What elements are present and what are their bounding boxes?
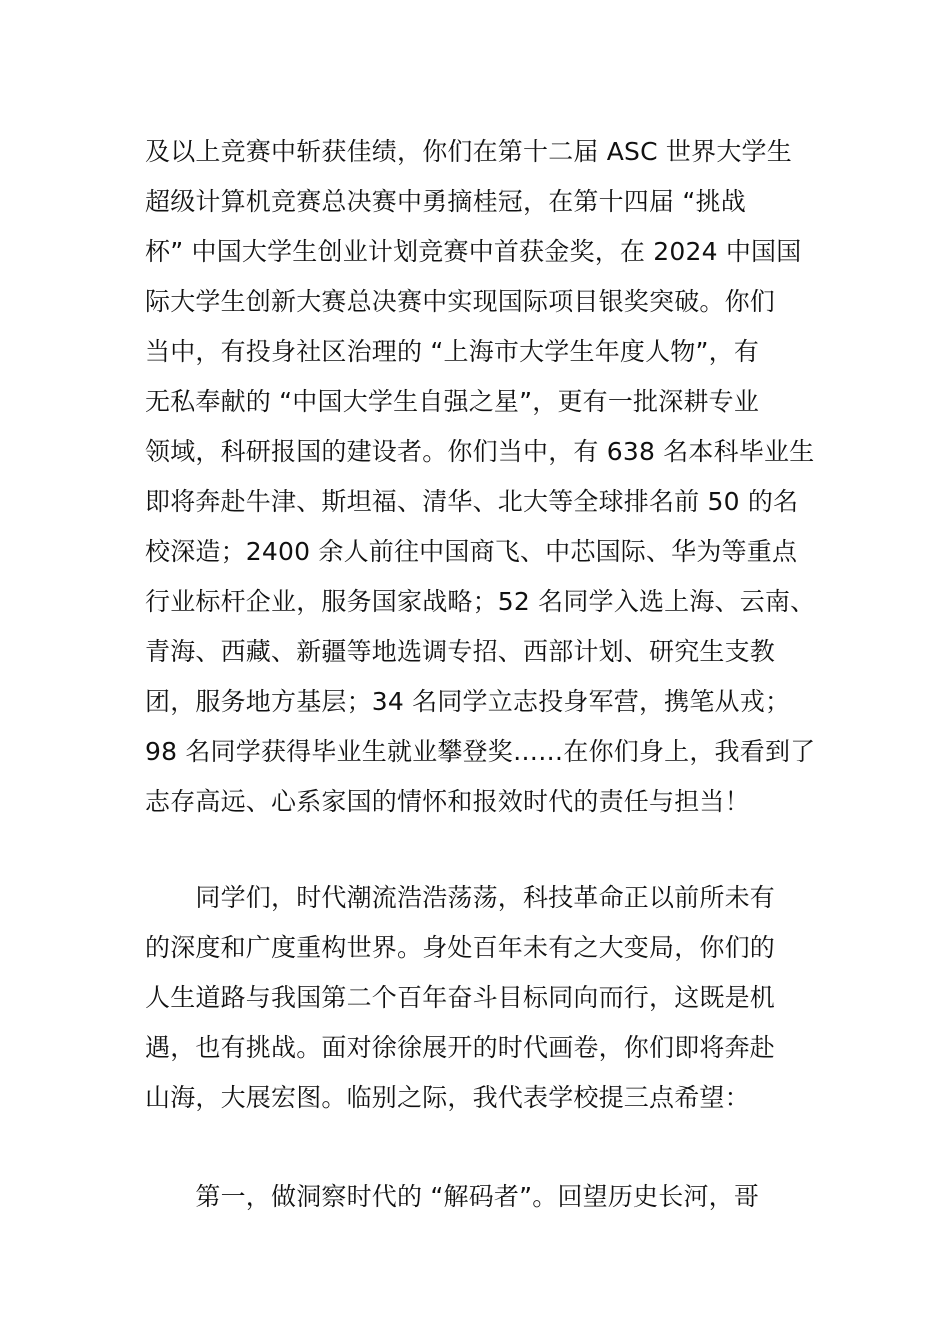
text-line: 领域，科研报国的建设者。你们当中，有 638 名本科毕业生: [145, 437, 815, 466]
text-line: 当中，有投身社区治理的 “上海市大学生年度人物”，有: [145, 337, 760, 366]
text-line: 遇，也有挑战。面对徐徐展开的时代画卷，你们即将奔赴: [145, 1033, 776, 1062]
text-line: 的深度和广度重构世界。身处百年未有之大变局，你们的: [145, 933, 776, 962]
text-line: 山海，大展宏图。临别之际，我代表学校提三点希望：: [145, 1083, 750, 1112]
text-line: 杯” 中国大学生创业计划竞赛中首获金奖，在 2024 中国国: [145, 237, 802, 266]
text-line: 人生道路与我国第二个百年奋斗目标同向而行，这既是机: [145, 983, 776, 1012]
paragraph-first-hope: [145, 1172, 817, 1222]
text-line: 同学们，时代潮流浩浩荡荡，科技革命正以前所未有: [145, 883, 776, 912]
text-line: 行业标杆企业，服务国家战略；52 名同学入选上海、云南、: [145, 587, 816, 616]
text-line: 即将奔赴牛津、斯坦福、清华、北大等全球排名前 50 的名: [145, 487, 799, 516]
text-line: 无私奉献的 “中国大学生自强之星”，更有一批深耕专业: [145, 387, 760, 416]
text-line: 98 名同学获得毕业生就业攀登奖……在你们身上，我看到了: [145, 737, 816, 766]
text-line: 校深造；2400 余人前往中国商飞、中芯国际、华为等重点: [145, 537, 798, 566]
paragraph-era: [145, 873, 817, 1123]
text-line: 第一，做洞察时代的 “解码者”。回望历史长河，哥: [145, 1182, 760, 1211]
paragraph-achievements: [145, 127, 817, 827]
text-line: 青海、西藏、新疆等地选调专招、西部计划、研究生支教: [145, 637, 776, 666]
text-line: 志存高远、心系家国的情怀和报效时代的责任与担当！: [145, 787, 750, 816]
text-line: 团，服务地方基层；34 名同学立志投身军营，携笔从戎；: [145, 687, 791, 716]
text-line: 超级计算机竞赛总决赛中勇摘桂冠，在第十四届 “挑战: [145, 187, 746, 216]
text-line: 际大学生创新大赛总决赛中实现国际项目银奖突破。你们: [145, 287, 776, 316]
text-line: 及以上竞赛中斩获佳绩，你们在第十二届 ASC 世界大学生: [145, 137, 792, 166]
